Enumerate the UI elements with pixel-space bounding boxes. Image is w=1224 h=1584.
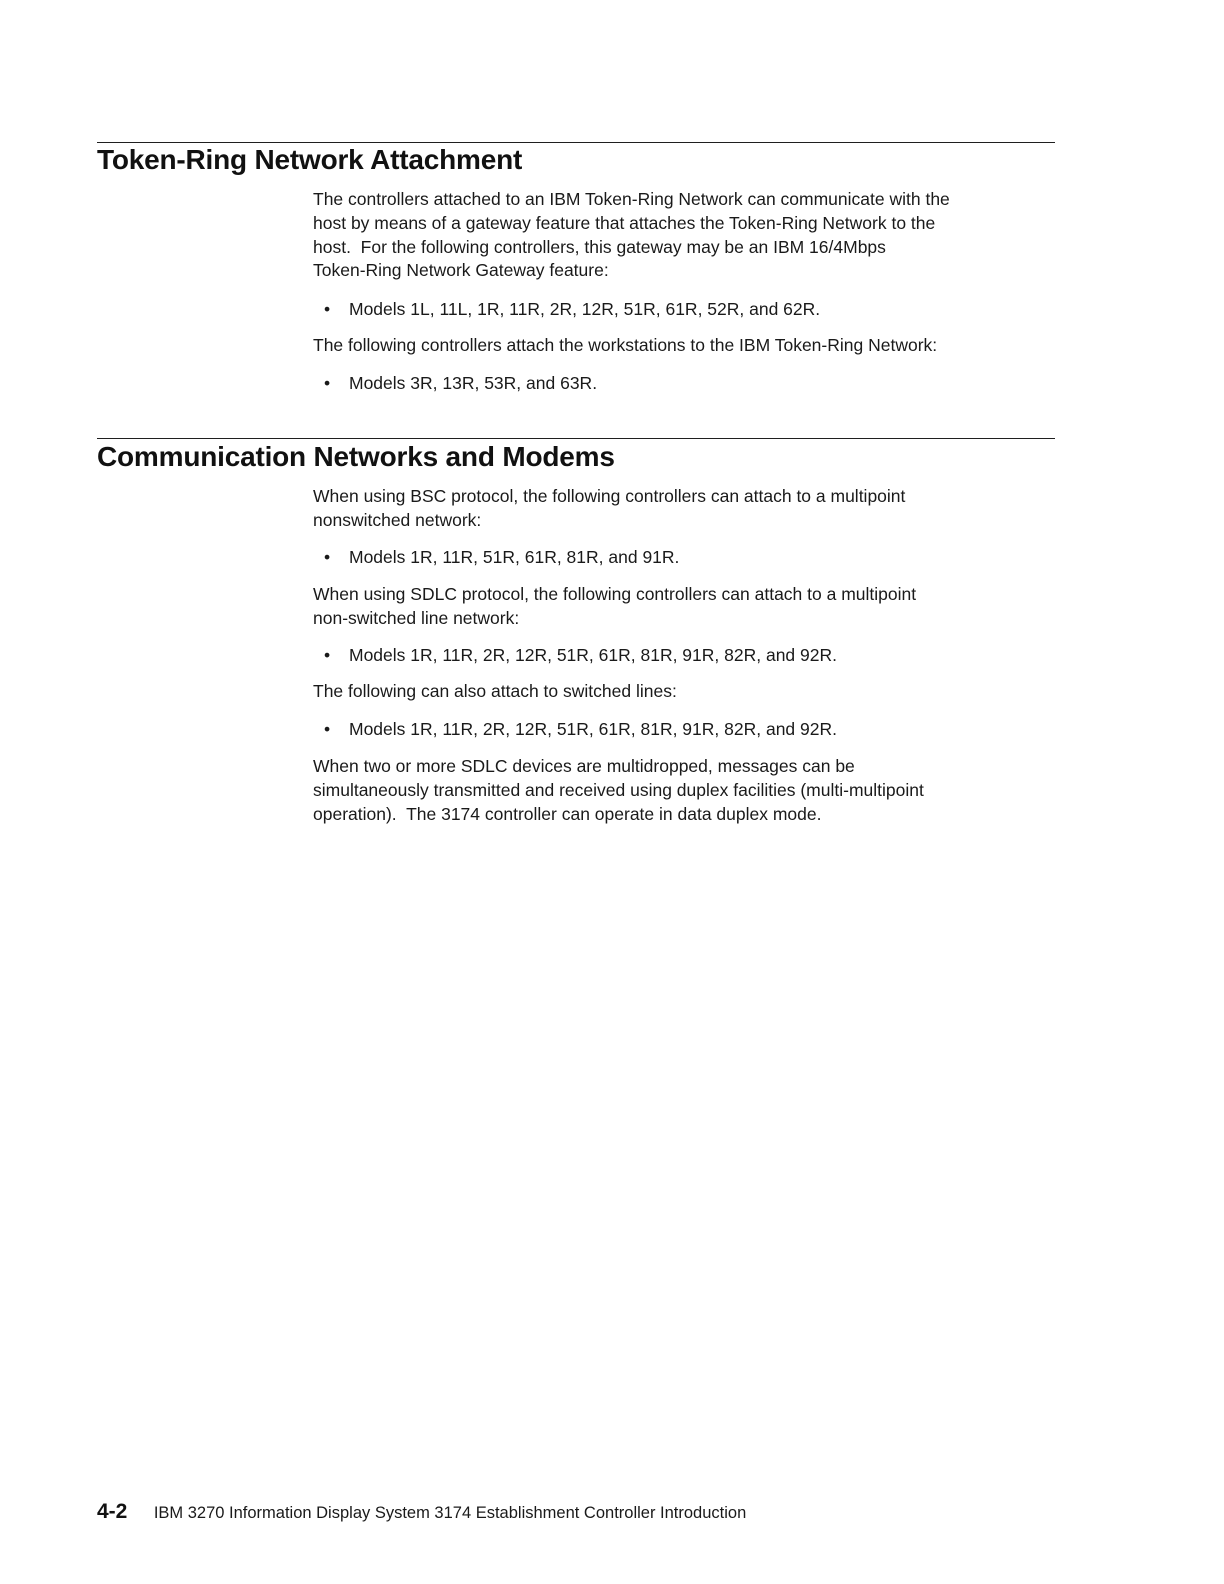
page-number: 4-2 [97, 1500, 128, 1523]
bullet-list [313, 546, 1053, 570]
section-body [313, 334, 1053, 358]
bullet-list [313, 718, 1053, 742]
text-line: nonswitched network: [313, 509, 482, 530]
document-title: IBM 3270 Information Display System 3174 Establishment Controller Introduction [153, 1504, 747, 1522]
bullet-list [313, 644, 1053, 668]
text-line: The controllers attached to an IBM Token-Ring Network can communicate with the [313, 189, 950, 209]
bullet-icon: • [324, 373, 331, 393]
bullet-icon: • [324, 299, 331, 319]
section-body [313, 755, 1053, 826]
paragraph [313, 755, 1053, 826]
section-body [313, 680, 1053, 704]
list-item-text: Models 1R, 11R, 51R, 61R, 81R, and 91R. [349, 547, 680, 567]
paragraph [313, 583, 1053, 631]
text-line: Token-Ring Network Gateway feature: [313, 260, 609, 281]
list-item [313, 298, 1053, 322]
text-line: When using SDLC protocol, the following controllers can attach to a multipoint [313, 584, 917, 604]
section-rule [97, 438, 1055, 439]
list-item [313, 644, 1053, 668]
text-line: host. For the following controllers, this gateway may be an IBM 16/4Mbps [313, 236, 886, 257]
list-item [313, 718, 1053, 742]
page-footer [97, 1500, 746, 1524]
text-line: non-switched line network: [313, 607, 520, 628]
text-line: operation). The 3174 controller can operate in data duplex mode. [313, 803, 822, 824]
bullet-list [313, 372, 1053, 396]
bullet-list [313, 298, 1053, 322]
section-heading: Communication Networks and Modems [97, 441, 615, 472]
section-body [313, 485, 1053, 533]
list-item [313, 546, 1053, 570]
section-body [313, 583, 1053, 631]
section-body [313, 188, 1053, 283]
paragraph: The following can also attach to switched lines: [313, 681, 677, 701]
list-item-text: Models 1R, 11R, 2R, 12R, 51R, 61R, 81R, 91R, 82R, and 92R. [349, 645, 837, 665]
bullet-icon: • [324, 719, 331, 739]
section-heading: Token-Ring Network Attachment [97, 144, 523, 175]
text-line: host by means of a gateway feature that attaches the Token-Ring Network to the [313, 212, 936, 233]
paragraph [313, 188, 1053, 283]
paragraph: The following controllers attach the workstations to the IBM Token-Ring Network: [313, 335, 938, 355]
text-line: When using BSC protocol, the following controllers can attach to a multipoint [313, 486, 906, 506]
bullet-icon: • [324, 547, 331, 567]
list-item-text: Models 1R, 11R, 2R, 12R, 51R, 61R, 81R, 91R, 82R, and 92R. [349, 719, 837, 739]
text-line: When two or more SDLC devices are multidropped, messages can be [313, 756, 855, 776]
paragraph [313, 485, 1053, 533]
list-item-text: Models 1L, 11L, 1R, 11R, 2R, 12R, 51R, 61R, 52R, and 62R. [349, 299, 821, 319]
text-line: simultaneously transmitted and received using duplex facilities (multi-multipoint [313, 779, 924, 800]
bullet-icon: • [324, 645, 331, 665]
list-item [313, 372, 1053, 396]
list-item-text: Models 3R, 13R, 53R, and 63R. [349, 373, 598, 393]
